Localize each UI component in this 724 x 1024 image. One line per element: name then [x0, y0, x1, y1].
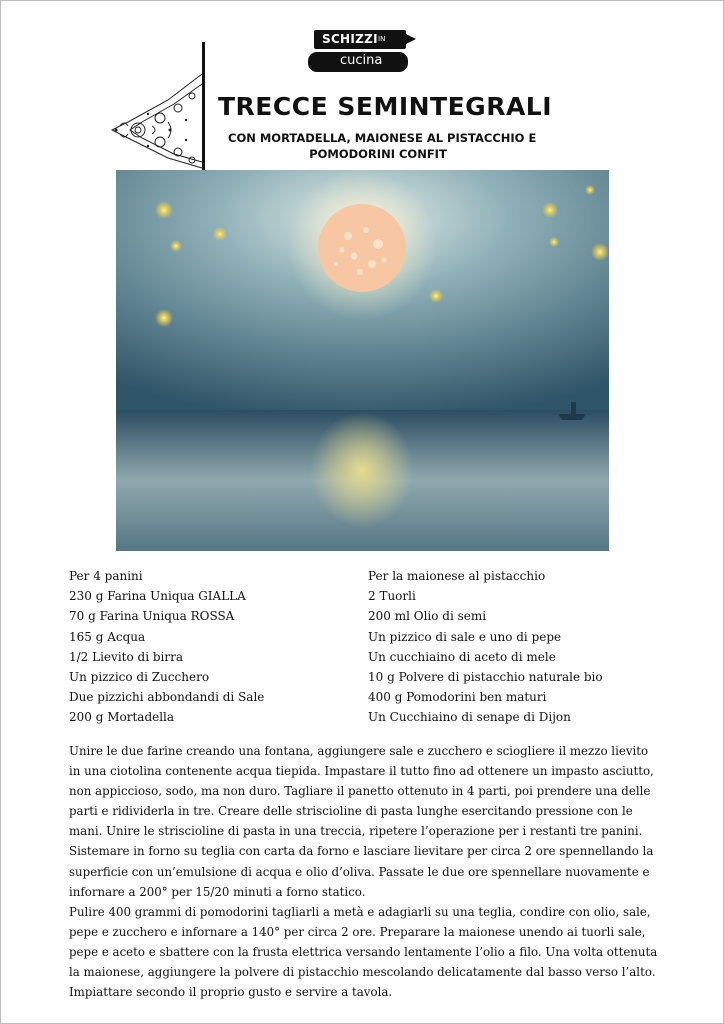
ingredient-line: 2 Tuorli: [368, 589, 416, 604]
ingredient-line: Per la maionese al pistacchio: [368, 569, 546, 583]
ingredient-line: Un cucchiaino di aceto di mele: [368, 649, 556, 664]
ingredient-line: 200 g Mortadella: [69, 710, 175, 725]
brand-line1: SCHIZZI: [322, 32, 378, 46]
ingredient-line: Due pizzichi abbondandi di Sale: [69, 690, 265, 705]
brand-line2: cucina: [340, 53, 383, 68]
ingredient-line: 1/2 Lievito di birra: [69, 649, 183, 664]
ingredient-line: Un Cucchiaino di senape di Dijon: [368, 710, 571, 725]
brand-logo: [308, 30, 418, 74]
ingredients-dough: [69, 566, 264, 728]
ingredient-line: 165 g Acqua: [69, 629, 146, 644]
method-paragraph: Unire le due farine creando una fontana, aggiungere sale e zucchero e sciogliere il mezzo lievito in una ciotolina contenente acqua tiepida. Impastare il tutto fino ad ottenere un impasto asciutto, non appiccioso, sodo, ma non duro. Tagliare il panetto ottenuto in 4 parti, poi prendere una delle parti e ridividerla in tre. Creare delle striscioline di pasta lunghe esercitando pressione con le mani. Unire le striscioline di pasta in una treccia, ripetere l’operazione per i restanti tre panini. Sistemare in forno su teglia con carta da forno e lasciare lievitare per circa 2 ore spennellando la superficie con un’emulsione di acqua e olio d’oliva. Passate le due ore spennellare nuovamente e infornare a 200° per 15/20 minuti a forno statico.: [69, 744, 654, 899]
ingredient-line: 200 ml Olio di semi: [368, 609, 487, 624]
ingredients-mayonnaise: [368, 566, 603, 728]
brand-line1-small: IN: [378, 35, 386, 43]
recipe-title: TRECCE SEMINTEGRALI: [218, 92, 553, 121]
ingredient-line: 400 g Pomodorini ben maturi: [368, 690, 547, 705]
method-paragraph: Pulire 400 grammi di pomodorini tagliarli a metà e adagiarli su una teglia, condire con olio, sale, pepe e zucchero e infornare a 140° per circa 2 ore. Preparare la maionese unendo ai tuorli sale, pepe e aceto e sbattere con la frusta elettrica versando lentamente l’olio a filo. Una volta ottenuta la maionese, aggiungere la polvere di pistacchio mescolando delicatamente dal basso verso l’alto. Impiattare secondo il proprio gusto e servire a tavola.: [69, 904, 658, 1000]
subtitle-line-1: CON MORTADELLA, MAIONESE AL PISTACCHIO E: [228, 131, 537, 145]
ingredient-line: 230 g Farina Uniqua GIALLA: [69, 589, 246, 604]
recipe-subtitle: [228, 130, 537, 162]
ingredient-line: Un pizzico di sale e uno di pepe: [368, 629, 562, 644]
subtitle-line-2: POMODORINI CONFIT: [309, 147, 447, 161]
ornament-icon: [108, 70, 203, 170]
divider-line: [202, 42, 205, 187]
ingredient-line: Per 4 panini: [69, 569, 143, 583]
ingredient-line: Un pizzico di Zucchero: [69, 670, 210, 685]
method-text: [69, 741, 659, 1002]
pencil-tip: [404, 33, 416, 45]
ingredient-line: 70 g Farina Uniqua ROSSA: [69, 609, 235, 624]
hero-illustration: [116, 170, 609, 551]
ingredient-line: 10 g Polvere di pistacchio naturale bio: [368, 670, 603, 685]
